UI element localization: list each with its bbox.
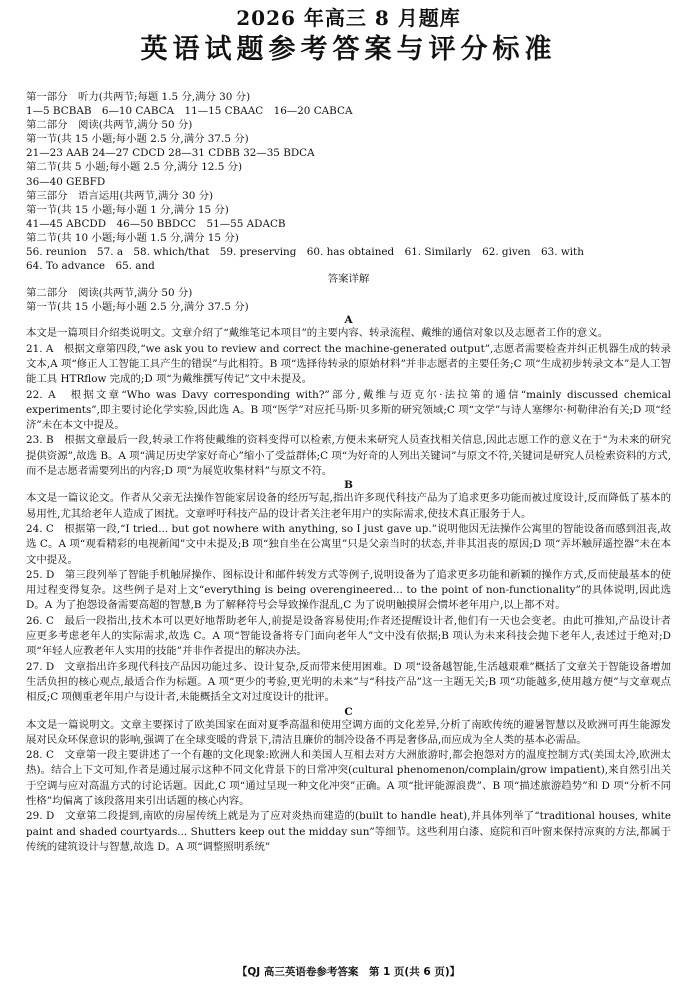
section-a-text xyxy=(26,326,671,479)
section-b-text xyxy=(26,491,671,705)
paragraph: 22. A 根据文章“Who was Davy corresponding with?”部分,戴维与迈克尔·法拉第的通信“mainly discussed chemical experiments”,即主要讨论化学实验,因此选 A。B 项“医学”对应托马斯·贝多斯的研究领域;C 项“文学”与诗人塞缪尔·柯勒律治有关;D 项“经济”未在本文中提及。 xyxy=(26,388,671,432)
paragraph: 28. C 文章第一段主要讲述了一个有趣的文化现象:欧洲人和美国人互相去对方大洲旅游时,都会抱怨对方的温度控制方式(美国太冷,欧洲太热)。结合上下文可知,作者是通过展示这种不同文化背景下的日常冲突(cultural phenomenon/complain/grow impatient),来自然引出关于空调与应对高温方式的讨论话题。因此,C 项“通过呈现一种文化冲突”正确。A 项“批评能源浪费”、B 项“描述旅游趋势”和 D 项“分析不同性格”均偏离了该段落用来引出话题的核心内容。 xyxy=(26,749,671,808)
answer-key-line: 第二节(共 5 小题;每小题 2.5 分,满分 12.5 分) xyxy=(26,161,243,174)
exam-bank-title: 2026 年高三 8 月题库 xyxy=(236,6,461,30)
page-footer: 【QJ 高三英语卷参考答案 第 1 页(共 6 页)】 xyxy=(236,966,461,978)
section-a-heading: A xyxy=(344,314,353,327)
paragraph: 24. C 根据第一段,“I tried... but got nowhere with anything, so I just gave up.”说明他因无法操作公寓里的智能设备而感到沮丧,故选 C。A 项“观看精彩的电视新闻”文中未提及;B 项“独自坐在公寓里”只是父亲当时的状态,并非其沮丧的原因;D 项“弄坏触屏遥控器”未在本文中提及。 xyxy=(26,522,671,566)
answer-key xyxy=(26,90,671,273)
paragraph: 本文是一篇说明文。文章主要探讨了欧美国家在面对夏季高温和使用空调方面的文化差异,分析了南欧传统的避暑智慧以及欧洲可再生能源发展对民众环保意识的影响,强调了在全球变暖的背景下,清洁且廉价的制冷设备不再是奢侈品,而应成为全人类的基本必需品。 xyxy=(26,718,671,746)
answer-key-line: 64. To advance 65. and xyxy=(26,260,155,273)
section-c-heading: C xyxy=(344,705,353,718)
answer-key-line: 第一部分 听力(共两节;每题 1.5 分,满分 30 分) xyxy=(26,91,251,103)
paragraph: 21. A 根据文章第四段,“we ask you to review and correct the machine-generated output”,志愿者需要检查并纠正机器生成的转录文本,A 项“修正人工智能工具产生的错误”与此相符。B 项“选择待转录的原始材料”并非志愿者的主要任务;C 项“生成初步转录文本”是人工智能工具 HTRflow 完成的;D 项“为戴维撰写传记”文中未提及。 xyxy=(26,342,671,386)
paragraph: 本文是一篇项目介绍类说明文。文章介绍了“戴维笔记本项目”的主要内容、转录流程、戴维的通信对象以及志愿者工作的意义。 xyxy=(26,327,609,340)
paragraph: 23. B 根据文章最后一段,转录工作将使戴维的资料变得可以检索,方便未来研究人员查找相关信息,因此志愿工作的意义在于“为未来的研究提供资源”,故选 B。A 项“满足历史学家好奇心”缩小了受益群体;C 项“为好奇的人列出关键词”与原文不符,关键词是研究人员检索资料的方式,而不是志愿者需要列出的内容;D 项“为展览收集材料”与原文不符。 xyxy=(26,434,671,478)
paragraph: 26. C 最后一段指出,技术本可以更好地帮助老年人,前提是设备容易使用;作者还提醒设计者,他们有一天也会变老。由此可推知,产品设计者应更多考虑老年人的实际需求,故选 C。A 项“智能设备将专门面向老年人”文中没有依据;B 项认为未来科技会抛下老年人,表述过于绝对;D 项“年轻人应教老年人实用的技能”并非作者提出的解决办法。 xyxy=(26,614,671,658)
answer-key-line: 1—5 BCBAB 6—10 CABCA 11—15 CBAAC 16—20 CABCA xyxy=(26,105,353,118)
paragraph: 27. D 文章指出许多现代科技产品因功能过多、设计复杂,反而带来使用困难。D 项“设备越智能,生活越艰难”概括了文章关于智能设备增加生活负担的核心观点,最适合作为标题。A 项“更少的考验,更光明的未来”与“科技产品”这一主题无关;B 项“功能越多,使用越方便”与文章观点相反;C 项侧重老年用户与设计者,未能概括全文对过度设计的批评。 xyxy=(26,660,671,704)
answer-key-line: 21—23 AAB 24—27 CDCD 28—31 CDBB 32—35 BDCA xyxy=(26,147,315,160)
document-title: 英语试题参考答案与评分标准 xyxy=(140,34,557,65)
answer-key-line: 第一节(共 15 小题;每小题 1 分,满分 15 分) xyxy=(26,203,229,216)
paragraph: 29. D 文章第二段提到,南欧的房屋传统上就是为了应对炎热而建造的(built to handle heat),并具体列举了“traditional houses, white paint and shaded courtyards... Shutters keep out the midday sun”等细节。这些利用白漆、庭院和百叶窗来保持凉爽的方法,都属于传统的建筑设计与智慧,故选 D。A 项“调整照明系统” xyxy=(26,810,671,853)
answer-key-line: 第三部分 语言运用(共两节,满分 30 分) xyxy=(26,189,214,202)
answer-key-line: 第二节(共 10 小题;每小题 1.5 分,满分 15 分) xyxy=(26,231,239,244)
answer-key-line: 第一节(共 15 小题;每小题 2.5 分,满分 37.5 分) xyxy=(26,133,249,146)
detail-intro-line: 第二部分 阅读(共两节,满分 50 分) xyxy=(26,287,193,300)
detail-heading: 答案详解 xyxy=(327,273,370,286)
detail-intro xyxy=(26,286,671,314)
section-b-heading: B xyxy=(344,479,353,492)
answer-key-line: 41—45 ABCDD 46—50 BBDCC 51—55 ADACB xyxy=(26,217,286,230)
detail-intro-line: 第一节(共 15 小题;每小题 2.5 分,满分 37.5 分) xyxy=(26,301,249,314)
answer-key-line: 第二部分 阅读(共两节,满分 50 分) xyxy=(26,119,193,132)
answer-key-line: 56. reunion 57. a 58. which/that 59. preserving 60. has obtained 61. Similarly 62. given 63. with xyxy=(26,246,584,259)
paragraph: 25. D 第三段列举了智能手机触屏操作、图标设计和邮件转发方式等例子,说明设备为了追求更多功能和新颖的操作方式,反而使最基本的使用过程变得复杂。这些例子是对上文“everything is being overengineered... to the point of non-functionality”的具体说明,因此选 D。A 为了抱怨设备需要高超的智慧,B 为了解释符号会导致操作混乱,C 为了说明触摸屏会惯坏老年用户,以上都不对。 xyxy=(26,568,671,612)
section-c-text xyxy=(26,718,671,856)
answer-key-line: 36—40 GEBFD xyxy=(26,175,106,188)
paragraph: 本文是一篇议论文。作者从父亲无法操作智能家居设备的经历写起,指出许多现代科技产品为了追求更多功能而被过度设计,反而降低了基本的易用性,尤其给老年人造成了困扰。文章呼吁科技产品的设计者关注老年用户的实际需求,使技术真正服务于人。 xyxy=(26,492,671,520)
